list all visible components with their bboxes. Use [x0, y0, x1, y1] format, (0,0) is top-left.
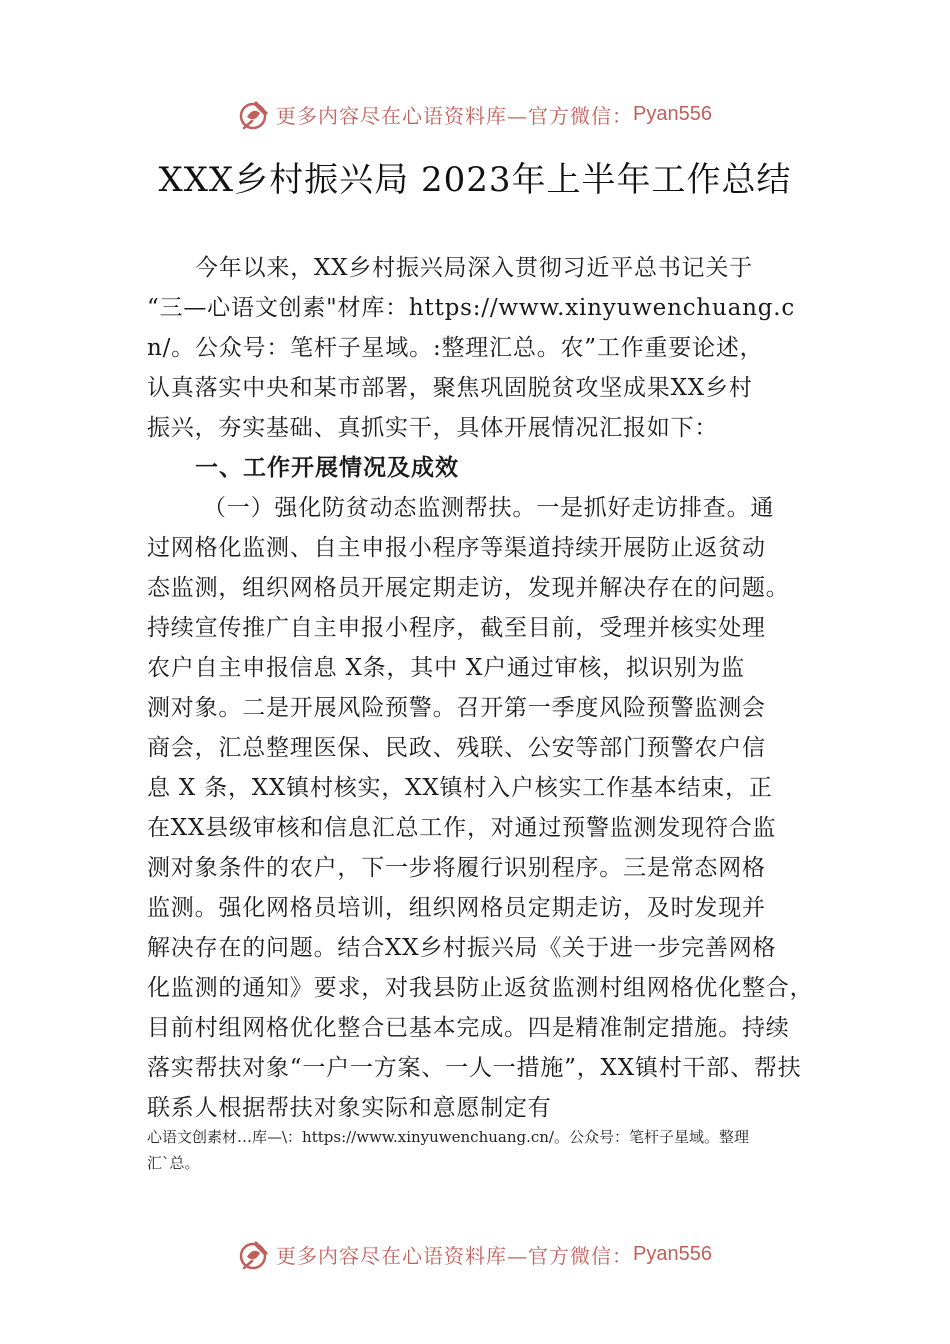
- paragraph-line: 商会，汇总整理医保、民政、残联、公安等部门预警农户信: [147, 735, 766, 761]
- footer-watermark-banner: [0, 1234, 950, 1274]
- paragraph-line: 落实帮扶对象“一户一方案、一人一措施”，XX镇村干部、帮扶: [147, 1055, 802, 1081]
- intro-line: “三—心语文创素"材库：https://www.xinyuwenchuang.c: [147, 295, 796, 321]
- brand-logo-icon: [238, 97, 272, 131]
- footnote-line: 汇`总。: [147, 1154, 200, 1172]
- paragraph-line: 过网格化监测、自主申报小程序等渠道持续开展防止返贫动: [147, 535, 766, 561]
- intro-line: 振兴，夯实基础、真抓实干，具体开展情况汇报如下：: [147, 415, 719, 441]
- paragraph-line: 持续宣传推广自主申报小程序，截至目前，受理并核实处理: [147, 615, 766, 641]
- banner-wechat-id: Pyan556: [633, 102, 712, 125]
- paragraph-line: 解决存在的问题。结合XX乡村振兴局《关于进一步完善网格: [147, 935, 777, 961]
- document-title: XXX乡村振兴局 2023年上半年工作总结: [158, 160, 792, 200]
- intro-line: n/。公众号：笔杆子星域。:整理汇总。农”工作重要论述，: [147, 335, 764, 361]
- paragraph-line: 息 X 条，XX镇村核实，XX镇村入户核实工作基本结束，正: [147, 775, 773, 801]
- paragraph-line: （一）强化防贫动态监测帮扶。一是抓好走访排查。通: [203, 495, 775, 521]
- paragraph-line: 化监测的通知》要求，对我县防止返贫监测村组网格优化整合，: [147, 975, 814, 1001]
- paragraph-line: 目前村组网格优化整合已基本完成。四是精准制定措施。持续: [147, 1015, 790, 1041]
- paragraph-line: 农户自主申报信息 X条，其中 X户通过审核，拟识别为监: [147, 655, 745, 681]
- paragraph-line: 联系人根据帮扶对象实际和意愿制定有: [147, 1095, 552, 1121]
- header-watermark-banner: [0, 94, 950, 134]
- banner-text: 更多内容尽在心语资料库—官方微信：: [276, 103, 634, 128]
- banner-wechat-id: Pyan556: [633, 1242, 712, 1265]
- footnote: [147, 1124, 827, 1176]
- paragraph-line: 态监测，组织网格员开展定期走访，发现并解决存在的问题。: [147, 575, 790, 601]
- paragraph-line: 在XX县级审核和信息汇总工作，对通过预警监测发现符合监: [147, 815, 777, 841]
- banner-text: 更多内容尽在心语资料库—官方微信：: [276, 1243, 634, 1268]
- brand-logo-icon: [238, 1237, 272, 1271]
- paragraph-line: 监测。强化网格员培训，组织网格员定期走访，及时发现并: [147, 895, 766, 921]
- paragraph-line: 测对象条件的农户，下一步将履行识别程序。三是常态网格: [147, 855, 766, 881]
- intro-line: 今年以来，XX乡村振兴局深入贯彻习近平总书记关于: [195, 255, 753, 281]
- section-heading: 一、工作开展情况及成效: [195, 455, 459, 481]
- paragraph-line: 测对象。二是开展风险预警。召开第一季度风险预警监测会: [147, 695, 766, 721]
- intro-line: 认真落实中央和某市部署，聚焦巩固脱贫攻坚成果XX乡村: [147, 375, 753, 401]
- document-body: [147, 248, 823, 1128]
- footnote-line: 心语文创素材…库—\：https://www.xinyuwenchuang.cn/。公众号：笔杆子星域。整理: [147, 1128, 749, 1146]
